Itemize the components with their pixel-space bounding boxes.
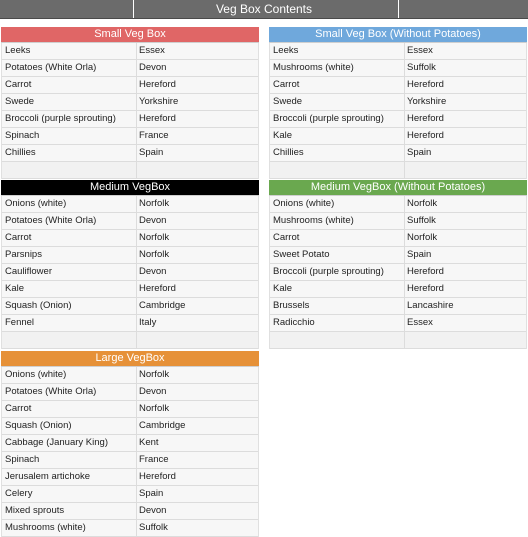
vegetable-cell[interactable]: Cabbage (January King) [5,437,108,448]
table-row [270,77,526,94]
table-row [2,77,258,94]
table-row [270,43,526,60]
vegetable-cell[interactable]: Carrot [5,232,32,243]
table-row [270,145,526,162]
origin-cell[interactable]: Norfolk [404,230,527,246]
table-row [2,60,258,77]
origin-cell[interactable]: Yorkshire [136,94,259,110]
origin-cell[interactable]: France [136,128,259,144]
table-row [2,264,258,281]
origin-cell[interactable]: Essex [404,315,527,331]
vegetable-cell[interactable]: Onions (white) [273,198,335,209]
origin-cell[interactable]: Lancashire [404,298,527,314]
origin-cell[interactable]: Suffolk [136,520,259,536]
origin-cell[interactable]: Yorkshire [404,94,527,110]
table-row [2,486,258,503]
empty-cell[interactable] [404,332,527,348]
origin-cell[interactable]: Hereford [404,77,527,93]
vegetable-cell[interactable]: Squash (Onion) [5,420,72,431]
vegetable-cell[interactable]: Mushrooms (white) [5,522,86,533]
vegetable-cell[interactable]: Parsnips [5,249,42,260]
origin-cell[interactable]: Cambridge [136,418,259,434]
vegetable-cell[interactable]: Cauliflower [5,266,52,277]
table-row [270,213,526,230]
vegetable-cell[interactable]: Onions (white) [5,198,67,209]
vegetable-cell[interactable]: Kale [5,283,25,294]
table-row [2,43,258,60]
table-row [2,94,258,111]
table-row [2,367,258,384]
small-veg-box-rows [1,43,259,179]
origin-cell[interactable]: Devon [136,384,259,400]
empty-cell[interactable] [136,162,259,178]
title-bar [0,0,528,19]
origin-cell[interactable]: Devon [136,60,259,76]
table-row [2,298,258,315]
origin-cell[interactable]: Spain [136,145,259,161]
origin-cell[interactable]: Hereford [136,281,259,297]
large-vegbox-header[interactable]: Large VegBox [1,351,259,367]
vegetable-cell[interactable]: Fennel [5,317,35,328]
vegetable-cell[interactable]: Kale [273,283,293,294]
origin-cell[interactable]: Devon [136,503,259,519]
table-row [2,418,258,435]
origin-cell[interactable]: Norfolk [136,230,259,246]
vegetable-cell[interactable]: Leeks [273,45,299,56]
table-row [270,230,526,247]
small-veg-box-no-potatoes-rows [269,43,527,179]
vegetable-cell[interactable]: Swede [5,96,35,107]
vegetable-cell[interactable]: Chillies [273,147,304,158]
sheet-title: Veg Box Contents [215,2,313,16]
empty-row[interactable] [270,162,526,179]
vegetable-cell[interactable]: Carrot [5,79,32,90]
vegetable-cell[interactable]: Spinach [5,130,40,141]
vegetable-cell[interactable]: Mushrooms (white) [273,62,354,73]
table-row [2,247,258,264]
vegetable-cell[interactable]: Broccoli (purple sprouting) [273,266,384,277]
vegetable-cell[interactable]: Carrot [5,403,32,414]
vegetable-cell[interactable]: Spinach [5,454,40,465]
vegetable-cell[interactable]: Squash (Onion) [5,300,72,311]
table-row [270,247,526,264]
table-row [2,281,258,298]
vegetable-cell[interactable]: Chillies [5,147,36,158]
small-veg-box-no-potatoes-table [269,27,527,179]
vegetable-cell[interactable]: Jerusalem artichoke [5,471,91,482]
vegetable-cell[interactable]: Broccoli (purple sprouting) [273,113,384,124]
vegetable-cell[interactable]: Swede [273,96,303,107]
origin-cell[interactable]: Cambridge [136,298,259,314]
vegetable-cell[interactable]: Leeks [5,45,31,56]
table-row [270,60,526,77]
vegetable-cell[interactable]: Carrot [273,79,300,90]
vegetable-cell[interactable]: Carrot [273,232,300,243]
origin-cell[interactable]: Devon [136,213,259,229]
medium-vegbox-rows [1,196,259,349]
table-row [2,230,258,247]
origin-cell[interactable]: Norfolk [404,196,527,212]
origin-cell[interactable]: Hereford [404,264,527,280]
table-row [2,128,258,145]
empty-row[interactable] [2,162,258,179]
origin-cell[interactable]: Hereford [404,281,527,297]
origin-cell[interactable]: Devon [136,264,259,280]
vegetable-cell[interactable]: Potatoes (White Orla) [5,62,97,73]
table-row [270,94,526,111]
vegetable-cell[interactable]: Mushrooms (white) [273,215,354,226]
origin-cell[interactable]: Suffolk [404,60,527,76]
table-row [270,111,526,128]
large-vegbox-rows [1,367,259,537]
vegetable-cell[interactable]: Celery [5,488,33,499]
table-row [270,264,526,281]
medium-vegbox-table [1,180,259,349]
origin-cell[interactable]: Norfolk [136,247,259,263]
table-row [270,315,526,332]
origin-cell[interactable]: Italy [136,315,259,331]
table-row [2,213,258,230]
table-row [2,145,258,162]
medium-vegbox-no-potatoes-rows [269,196,527,349]
medium-vegbox-no-potatoes-table [269,180,527,349]
vegetable-cell[interactable]: Brussels [273,300,310,311]
origin-cell[interactable]: Spain [136,486,259,502]
table-row [270,281,526,298]
table-row [270,128,526,145]
medium-vegbox-header[interactable]: Medium VegBox [1,180,259,196]
empty-cell[interactable] [404,162,527,178]
small-veg-box-header[interactable]: Small Veg Box [1,27,259,43]
origin-cell[interactable]: Norfolk [136,367,259,383]
vegetable-cell[interactable]: Broccoli (purple sprouting) [5,113,116,124]
table-row [270,196,526,213]
origin-cell[interactable]: Spain [404,247,527,263]
origin-cell[interactable]: Essex [404,43,527,59]
origin-cell[interactable]: Hereford [136,77,259,93]
empty-cell[interactable] [136,332,259,348]
table-row [270,298,526,315]
vegetable-cell[interactable]: Sweet Potato [273,249,330,260]
origin-cell[interactable]: Norfolk [136,196,259,212]
large-vegbox-table [1,351,259,537]
origin-cell[interactable]: Hereford [404,128,527,144]
small-veg-box-table [1,27,259,179]
origin-cell[interactable]: Norfolk [136,401,259,417]
vegetable-cell[interactable]: Potatoes (White Orla) [5,215,97,226]
vegetable-cell[interactable]: Kale [273,130,293,141]
table-row [2,469,258,486]
vegetable-cell[interactable]: Radicchio [273,317,315,328]
table-row [2,452,258,469]
table-row [2,384,258,401]
empty-row[interactable] [270,332,526,349]
origin-cell[interactable]: Kent [136,435,259,451]
table-row [2,401,258,418]
table-row [2,503,258,520]
vegetable-cell[interactable]: Onions (white) [5,369,67,380]
vegetable-cell[interactable]: Potatoes (White Orla) [5,386,97,397]
origin-cell[interactable]: Hereford [404,111,527,127]
empty-row[interactable] [2,332,258,349]
vegetable-cell[interactable]: Mixed sprouts [5,505,65,516]
origin-cell[interactable]: Suffolk [404,213,527,229]
table-row [2,111,258,128]
medium-vegbox-no-potatoes-header[interactable]: Medium VegBox (Without Potatoes) [269,180,527,196]
table-row [2,196,258,213]
table-row [2,435,258,452]
small-veg-box-no-potatoes-header[interactable]: Small Veg Box (Without Potatoes) [269,27,527,43]
origin-cell[interactable]: Essex [136,43,259,59]
origin-cell[interactable]: Hereford [136,111,259,127]
origin-cell[interactable]: France [136,452,259,468]
table-row [2,315,258,332]
origin-cell[interactable]: Spain [404,145,527,161]
origin-cell[interactable]: Hereford [136,469,259,485]
